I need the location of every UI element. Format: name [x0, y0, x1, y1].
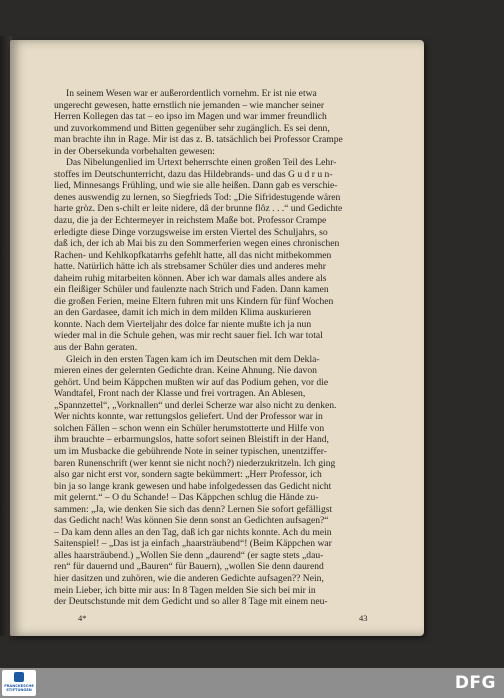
library-logo-caption: FRANCKESCHE STIFTUNGEN — [4, 684, 34, 693]
text-line: gehört. Und beim Käppchen mußten wir auf das Podium gehen, vor die — [54, 376, 329, 388]
text-line: Saitenspiel! – „Das ist ja einfach „haarsträubend“! (Beim Käppchen war — [54, 538, 332, 550]
text-line: in der Obersekunda vorbehalten gewesen: — [54, 145, 215, 157]
text-line: also gar nicht erst vor, sondern sagte bekümmert: „Herr Professor, ich — [54, 469, 322, 481]
text-line: ungerecht gewesen, hatte ernstlich nie jemanden – wie mancher seiner — [54, 99, 325, 111]
text-line: „Spannzettel“, „Vorknallen“ und derlei Scherze war also nicht zu denken. — [54, 399, 337, 411]
text-line: Das Nibelungenlied im Urtext beherrschte einen großen Teil des Lehr- — [66, 157, 337, 169]
text-line: harte gròz. Den s-chilt er leite nidere, dâ der brunne flôz . . .“ und Gedichte — [54, 203, 343, 215]
text-line: wieder mal in die Schule gehen, was mir recht sauer fiel. Ich war total — [54, 330, 323, 342]
text-line: hier dasitzen und zuhören, wie die anderen Gedichte aufsagen?? Nein, — [54, 572, 324, 584]
text-line: Wer nichts konnte, war rettungslos geliefert. Und der Professor war in — [54, 411, 323, 423]
text-line: man brachte ihn in Rage. Mir ist das z. B. tatsächlich bei Professor Crampe — [54, 134, 343, 146]
text-line: sammen: „Ja, wie denken Sie sich das denn? Lernen Sie sofort gefälligst — [54, 503, 333, 515]
text-line: Rachen- und Kehlkopfkatarrhs gefehlt hatte, all das nicht mitbekommen — [54, 249, 332, 261]
text-line: aus der Bahn geraten. — [54, 342, 138, 354]
text-line: an den Gardasee, damit ich mich in dem milden Klima auskurieren — [54, 307, 312, 319]
text-line: der Deutschstunde mit dem Gedicht und so aller 8 Tage mit einem neu- — [54, 596, 328, 608]
text-line: In seinem Wesen war er außerordentlich vornehm. Er ist nie etwa — [66, 88, 317, 99]
signature-mark: 4* — [78, 613, 87, 623]
text-line: erledigte diese Dinge vorzugsweise im ersten Viertel des Schuljahrs, so — [54, 226, 328, 238]
book-page — [10, 40, 424, 636]
text-line: mein Lieber, ich bitte mir aus: In 8 Tagen melden Sie sich bei mir in — [54, 584, 316, 596]
text-line: dazu, die ja der Echtermeyer in reichstem Maße bot. Professor Crampe — [54, 215, 327, 227]
text-line: mit gelernt.“ – O du Schande! – Das Käppchen schlug die Hände zu- — [54, 492, 319, 504]
text-line: mieren eines der gelernten Gedichte dran. Keine Ahnung. Nie davon — [54, 365, 317, 377]
text-line: Herren Kollegen das tat – eo ipso im Magen und war immer freundlich — [54, 111, 327, 123]
text-line: Gleich in den ersten Tagen kam ich im Deutschen mit dem Dekla- — [66, 353, 320, 365]
text-line: Wandtafel, Front nach der Klasse und frei vortragen. An Ablesen, — [54, 388, 306, 400]
text-line: solchen Fällen – schon wenn ein Schüler herumstotterte und Hilfe von — [54, 422, 325, 434]
text-line: daheim ruhig mitarbeiten können. Aber ich war damals alles andere als — [54, 272, 327, 284]
text-line: – Da kam denn alles an den Tag, daß ich gar nichts konnte. Ach du mein — [54, 526, 332, 538]
text-line: und zuvorkommend und Bitten gegenüber sehr zugänglich. Es sei denn, — [54, 122, 330, 134]
dfg-logo[interactable]: DFG — [454, 673, 496, 693]
text-line: ein fleißiger Schüler und faulenzte nach Strich und Faden. Dann kamen — [54, 284, 329, 296]
library-logo[interactable] — [2, 670, 36, 696]
page-body-text — [54, 88, 410, 608]
text-line: stoffes im Deutschunterricht, dazu das Hildebrands- und das G u d r u n- — [54, 168, 333, 180]
text-line: ren“ für dauernd und „Bauren“ für Bauern), „wollen Sie denn daurend — [54, 561, 324, 573]
text-line: baren Runenschrift (wer kennt sie nicht noch?) niederzukritzeln. Ich ging — [54, 457, 336, 469]
text-line: konnte. Nach dem Vierteljahr des dolce far niente mußte ich ja nun — [54, 318, 312, 330]
page-number: 43 — [359, 613, 368, 623]
text-line: lied, Minnesangs Frühling, und wie sie alle heißen. Dann gab es verschie- — [54, 180, 338, 192]
text-line: hatte. Natürlich hätte ich als strebsamer Schüler dies und anderes mehr — [54, 261, 326, 273]
library-logo-icon — [14, 672, 24, 682]
text-line: bin ja so lange krank gewesen und habe infolgedessen das Gedicht nicht — [54, 480, 332, 492]
text-line: um im Musbacke die gebührende Note in seiner typischen, unentziffer- — [54, 445, 327, 457]
viewer-footer-bar — [0, 668, 504, 698]
text-line: das Gedicht nach! Was können Sie denn sonst an Gedichten aufsagen?“ — [54, 515, 329, 527]
text-line: alles haarsträubend.) „Wollen Sie denn „daurend“ (er sagte stets „dau- — [54, 549, 324, 561]
text-line: denes auswendig zu lernen, so Siegfrieds Tod: „Die Sifridestugende wären — [54, 191, 341, 203]
text-line: daß ich, der ich ab Mai bis zu den Sommerferien wegen eines chronischen — [54, 238, 340, 250]
text-line: die großen Ferien, meine Eltern fuhren mit uns Kindern für fünf Wochen — [54, 295, 334, 307]
text-line: ihm brauchte – erbarmungslos, hatte sofort seinen Bleistift in der Hand, — [54, 434, 329, 446]
